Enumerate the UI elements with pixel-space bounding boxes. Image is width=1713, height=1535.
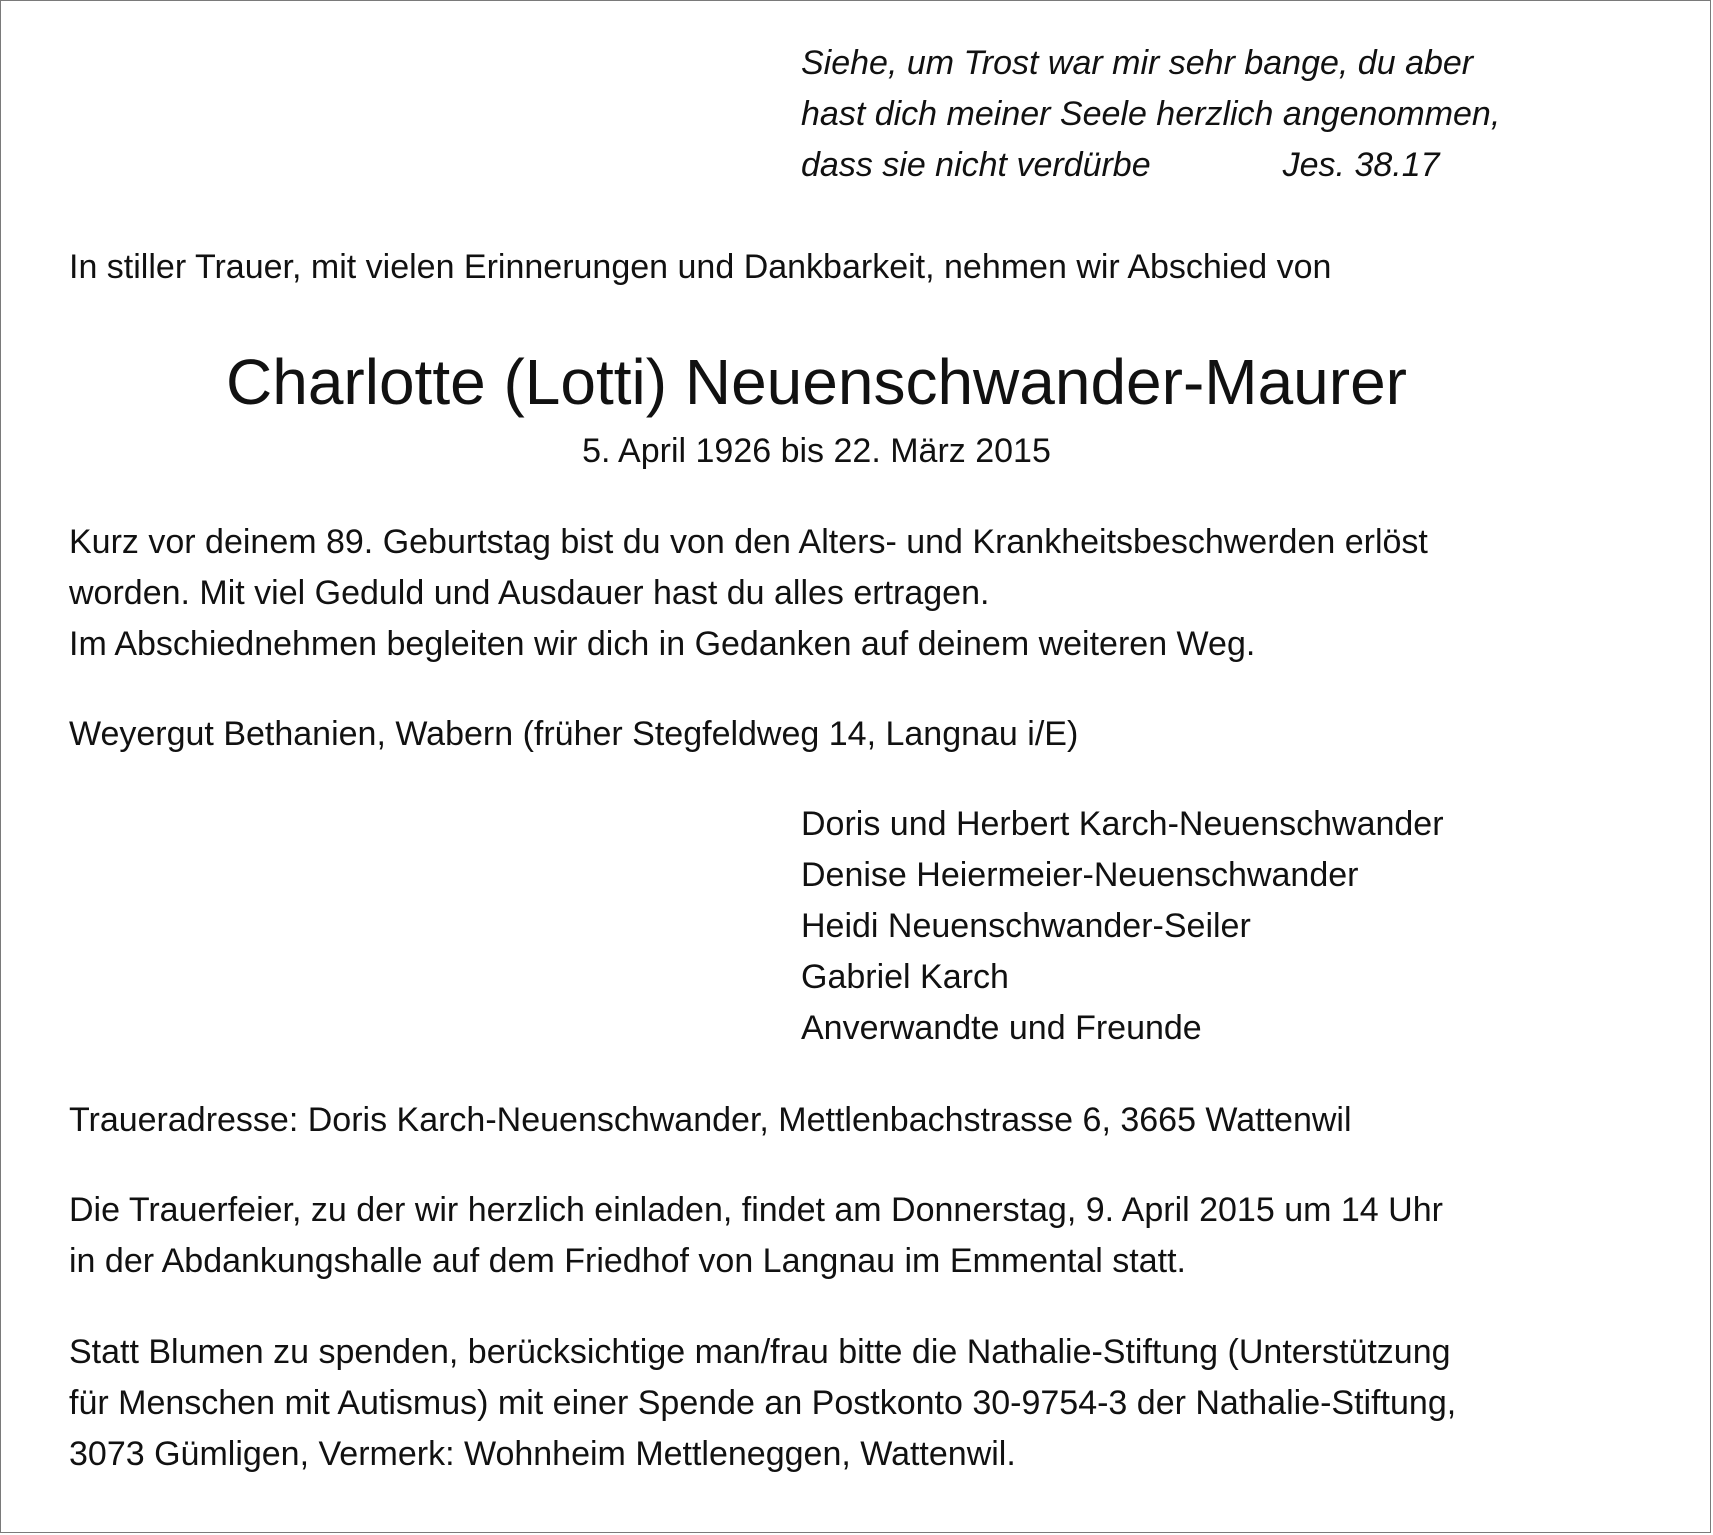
donation-line-2: für Menschen mit Autismus) mit einer Spende an Postkonto 30-9754-3 der Nathalie-Stiftung, bbox=[69, 1384, 1457, 1422]
verse-line-3-text: dass sie nicht verdürbe bbox=[801, 146, 1151, 184]
message-line-2: worden. Mit viel Geduld und Ausdauer hast du alles ertragen. bbox=[69, 574, 990, 612]
mourner: Denise Heiermeier-Neuenschwander bbox=[801, 856, 1359, 894]
life-dates: 5. April 1926 bis 22. März 2015 bbox=[582, 432, 1051, 470]
bible-verse bbox=[801, 38, 1500, 191]
mourner: Doris und Herbert Karch-Neuenschwander bbox=[801, 805, 1444, 843]
mourner: Anverwandte und Freunde bbox=[801, 1009, 1202, 1047]
verse-reference: Jes. 38.17 bbox=[1282, 146, 1440, 184]
donation-line-1: Statt Blumen zu spenden, berücksichtige man/frau bitte die Nathalie-Stiftung (Unterstützung bbox=[69, 1333, 1451, 1371]
donation-info bbox=[69, 1327, 1456, 1480]
mourning-address: Traueradresse: Doris Karch-Neuenschwander, Mettlenbachstrasse 6, 3665 Wattenwil bbox=[69, 1101, 1352, 1139]
mourner: Gabriel Karch bbox=[801, 958, 1009, 996]
verse-line-1: Siehe, um Trost war mir sehr bange, du aber bbox=[801, 44, 1474, 82]
mourners-list bbox=[801, 799, 1444, 1054]
message-line-3: Im Abschiednehmen begleiten wir dich in Gedanken auf deinem weiteren Weg. bbox=[69, 625, 1256, 663]
donation-line-3: 3073 Gümligen, Vermerk: Wohnheim Mettleneggen, Wattenwil. bbox=[69, 1435, 1016, 1473]
residence: Weyergut Bethanien, Wabern (früher Stegfeldweg 14, Langnau i/E) bbox=[69, 715, 1079, 753]
farewell-message bbox=[69, 517, 1428, 670]
message-line-1: Kurz vor deinem 89. Geburtstag bist du von den Alters- und Krankheitsbeschwerden erlöst bbox=[69, 523, 1428, 561]
verse-line-3 bbox=[801, 140, 1500, 191]
deceased-name: Charlotte (Lotti) Neuenschwander-Maurer bbox=[226, 346, 1407, 418]
intro-text: In stiller Trauer, mit vielen Erinnerungen und Dankbarkeit, nehmen wir Abschied von bbox=[69, 248, 1332, 286]
ceremony-line-1: Die Trauerfeier, zu der wir herzlich einladen, findet am Donnerstag, 9. April 2015 um 14 Uhr bbox=[69, 1191, 1443, 1229]
verse-line-2: hast dich meiner Seele herzlich angenommen, bbox=[801, 95, 1501, 133]
ceremony-line-2: in der Abdankungshalle auf dem Friedhof von Langnau im Emmental statt. bbox=[69, 1242, 1187, 1280]
ceremony-info bbox=[69, 1185, 1443, 1287]
mourner: Heidi Neuenschwander-Seiler bbox=[801, 907, 1251, 945]
